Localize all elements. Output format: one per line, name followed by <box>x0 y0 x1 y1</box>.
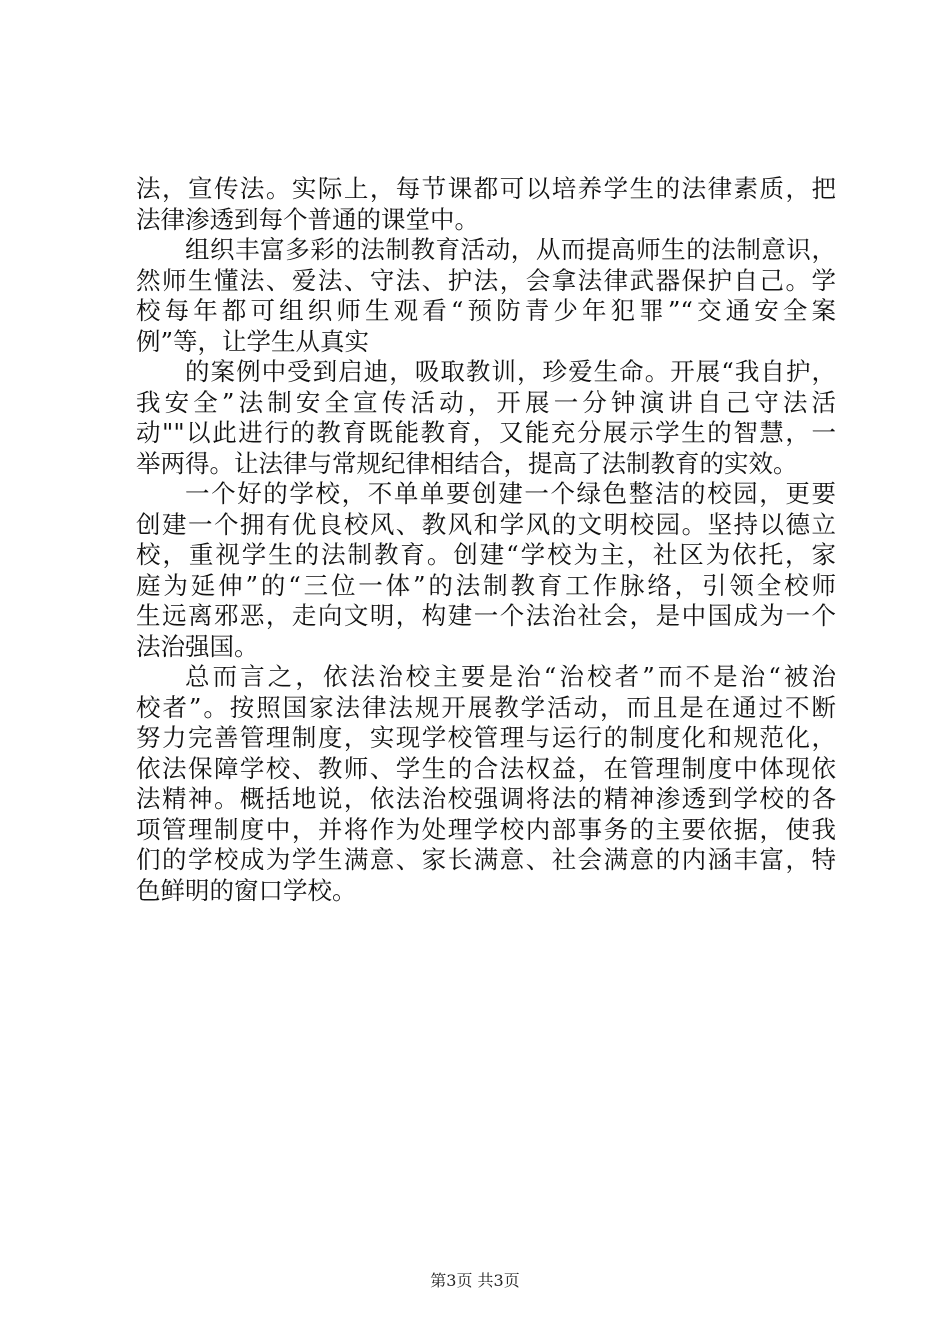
text-line: 我安全”法制安全宣传活动，开展一分钟演讲自己守法活 <box>136 387 836 417</box>
text-line: 法律渗透到每个普通的课堂中。 <box>136 204 479 234</box>
text-line: 校，重视学生的法制教育。创建“学校为主，社区为依托，家 <box>136 540 836 569</box>
text-line: 生远离邪恶，走向文明，构建一个法治社会，是中国成为一个 <box>136 601 836 630</box>
text-line: 创建一个拥有优良校风、教风和学风的文明校园。坚持以德立 <box>136 509 836 539</box>
text-line: 总而言之，依法治校主要是治“治校者”而不是治“被治 <box>185 662 836 691</box>
body-text <box>136 174 836 906</box>
text-line: 举两得。让法律与常规纪律相结合，提高了法制教育的实效。 <box>136 448 798 478</box>
text-line: 动""以此进行的教育既能教育，又能充分展示学生的智慧，一 <box>136 418 836 447</box>
text-line: 色鲜明的窗口学校。 <box>136 875 357 905</box>
text-line: 们的学校成为学生满意、家长满意、社会满意的内涵丰富，特 <box>136 845 836 874</box>
text-line: 一个好的学校，不单单要创建一个绿色整洁的校园，更要 <box>185 479 836 508</box>
text-line: 例”等，让学生从真实 <box>136 326 370 356</box>
text-line: 校者”。按照国家法律法规开展教学活动，而且是在通过不断 <box>136 692 836 722</box>
text-line: 法治强国。 <box>136 631 259 661</box>
text-line: 的案例中受到启迪，吸取教训，珍爱生命。开展“我自护， <box>185 357 836 386</box>
text-line: 法，宣传法。实际上，每节课都可以培养学生的法律素质，把 <box>136 174 836 203</box>
text-line: 依法保障学校、教师、学生的合法权益，在管理制度中体现依 <box>136 753 836 783</box>
text-line: 庭为延伸”的“三位一体”的法制教育工作脉络，引领全校师 <box>136 570 836 600</box>
page-footer: 第3页 共3页 <box>430 1271 520 1290</box>
text-line: 法精神。概括地说，依法治校强调将法的精神渗透到学校的各 <box>136 784 836 813</box>
text-line: 项管理制度中，并将作为处理学校内部事务的主要依据，使我 <box>136 814 836 844</box>
text-line: 努力完善管理制度，实现学校管理与运行的制度化和规范化， <box>136 723 836 752</box>
text-line: 然师生懂法、爱法、守法、护法，会拿法律武器保护自己。学 <box>136 265 836 295</box>
text-line: 组织丰富多彩的法制教育活动，从而提高师生的法制意识， <box>185 235 836 264</box>
text-line: 校每年都可组织师生观看“预防青少年犯罪”“交通安全案 <box>136 296 836 325</box>
